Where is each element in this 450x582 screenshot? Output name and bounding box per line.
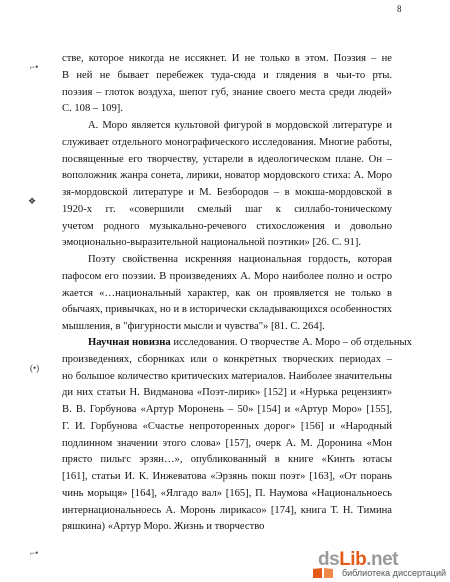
watermark-subtitle: библиотека диссертаций bbox=[342, 568, 447, 578]
bold-lead: Научная новизна bbox=[88, 337, 171, 348]
watermark[interactable] bbox=[312, 547, 450, 582]
text-line bbox=[62, 335, 412, 352]
paragraph-4 bbox=[62, 335, 412, 536]
text-line: посвященные его творчеству, устарели в идеологическом плане. Он – bbox=[62, 153, 392, 165]
text-line: [161], статьи И. К. Инжеватова «Эрзянь покш поэт» [163], «От порань bbox=[62, 471, 392, 482]
text-line: В ней не бывает перебежек туда-сюда и глядения в чьи-то рты. bbox=[62, 69, 392, 81]
text-line: чинь морыця» [164], «Ялгадо вал» [165], П. Наумова «Национальноесь bbox=[62, 487, 392, 499]
text-line: пафосом его поэзии. В произведениях А. Моро наиболее полно и остро bbox=[62, 270, 392, 282]
text-line: ряшкина) «Артур Моро. Жизнь и творчество bbox=[62, 521, 265, 533]
margin-mark: ❖ bbox=[28, 196, 37, 206]
text-line: стве, которое никогда не иссякнет. И не только в этом. Поэзия – не bbox=[62, 53, 392, 64]
text-line: В. В. Горбунова «Артур Моронень – 50» [154] и «Артур Моро» [155], bbox=[62, 404, 392, 415]
text-line: 1920-х гг. «совершили смелый шаг к силлабо-тоническому bbox=[62, 203, 392, 215]
text-line: обычаях, привычках, но и в исторически складывающихся особенностях bbox=[62, 304, 392, 316]
text-line: А. Моро является культовой фигурой в мордовской литературе и bbox=[88, 120, 392, 131]
watermark-logo: dsLib.net bbox=[318, 549, 398, 570]
text-line: воположник жанра сонета, лирики, новатор мордовского стиха: А. Моро bbox=[62, 170, 392, 182]
page-number: 8 bbox=[397, 4, 402, 14]
text-line: мышления, в "фигурности мысли и чувства"» [81. С. 264]. bbox=[62, 321, 325, 332]
text-line: Г. И. Горбунова «Счастье непроторенных дорог» [156] и «Народный bbox=[62, 420, 392, 432]
margin-mark: ⌐• bbox=[30, 548, 39, 558]
text-line: прясто пильгс эрзян…», опубликованный в книге «Кинть ютасы bbox=[62, 454, 392, 466]
text-line: служивает отдельного монографического исследования. Многие работы, bbox=[62, 136, 392, 148]
text-line: ди них статьи Н. Видманова «Поэт-лирик» [152] и «Нурька рецензият» bbox=[62, 387, 392, 399]
text-line: подлинном значении этого слова» [157], очерк А. М. Доронина «Мон bbox=[62, 437, 392, 449]
text-run: исследования. О творчестве А. Моро – об отдельных bbox=[170, 337, 412, 348]
text-line: поэзия – глоток воздуха, шепот губ, знание своего места среди людей» bbox=[62, 86, 392, 98]
text-line: но большое количество критических материалов. Наиболее значительны bbox=[62, 370, 392, 382]
text-line: учетом родного музыкально-речевого стихосложения и довольно bbox=[62, 220, 392, 232]
margin-mark: ⌐• bbox=[30, 62, 39, 72]
text-line: С. 108 – 109]. bbox=[62, 103, 123, 115]
text-line: Поэту свойственна искренняя национальная гордость, которая bbox=[88, 254, 392, 265]
margin-mark: (•) bbox=[30, 363, 40, 373]
paragraph-3 bbox=[62, 252, 392, 336]
text-line: произведениях, сборниках или о конкретных творческих периодах – bbox=[62, 353, 392, 365]
text-line: интернациональноесь А. Моронь лирикасо» [174], книга Т. Н. Тимина bbox=[62, 504, 392, 516]
text-line: жается «…национальный характер, как он проявляется не только в bbox=[62, 287, 392, 299]
paragraph-2 bbox=[62, 118, 392, 252]
text-line: зя-мордовской литературе и М. Безбородов – в мокша-мордовской в bbox=[62, 187, 392, 198]
text-line: эмоционально-выразительной национальной поэтики» [26. С. 91]. bbox=[62, 237, 361, 249]
paragraph-1 bbox=[62, 51, 392, 118]
